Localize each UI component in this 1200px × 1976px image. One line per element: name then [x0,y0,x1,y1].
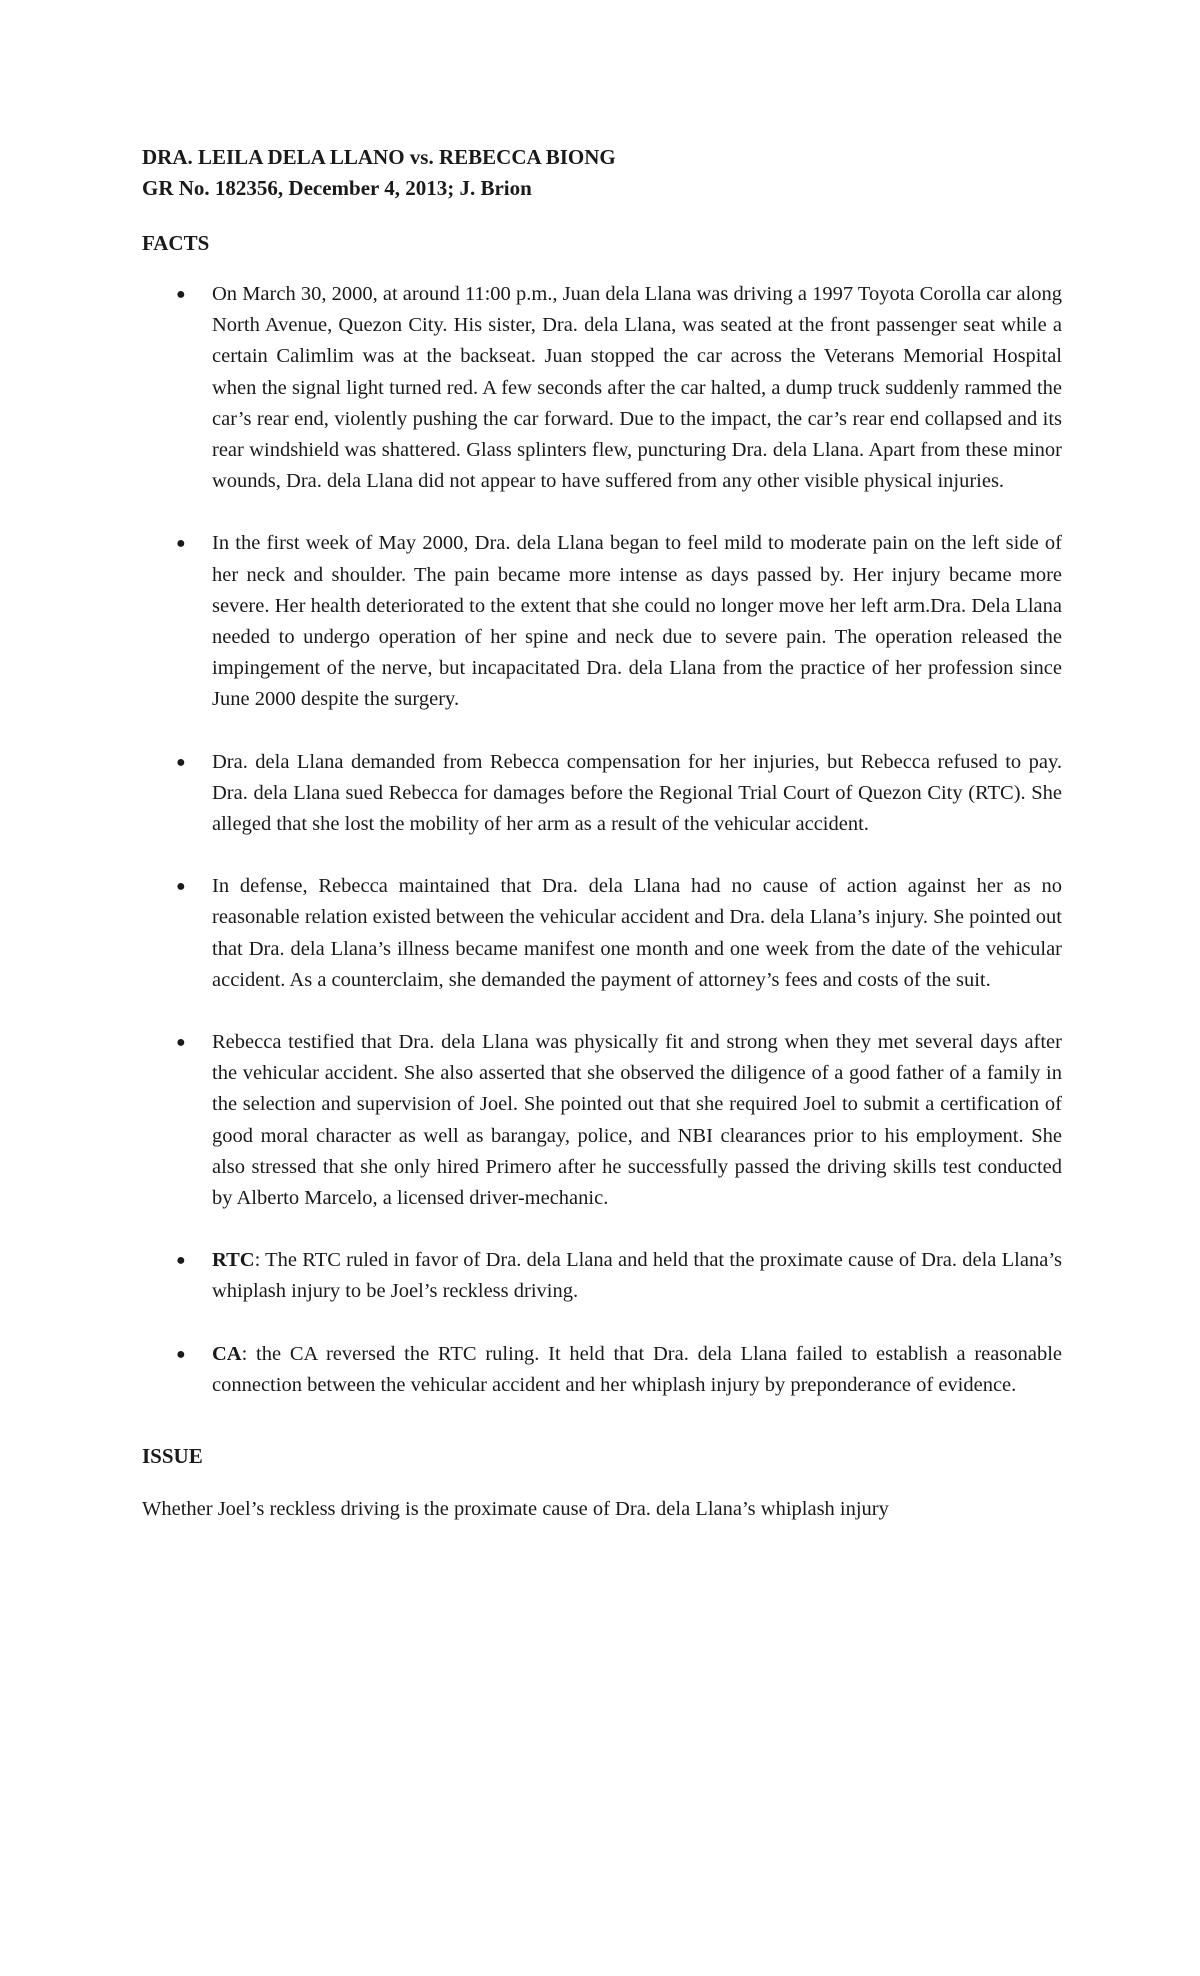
fact-item-4 [142,871,1062,996]
bullet-icon: ● [176,1034,186,1052]
fact-text: In defense, Rebecca maintained that Dra. dela Llana had no cause of action against her as no reasonable relation existed between the vehicular accident and Dra. dela Llana’s injury. She pointed out that Dra. dela Llana’s illness became manifest one month and one week from the date of the vehicular accident. As a counterclaim, she demanded the payment of attorney’s fees and costs of the suit. [212,875,1062,991]
bullet-icon: ● [176,878,186,896]
case-title: DRA. LEILA DELA LLANO vs. REBECCA BIONG [142,145,616,169]
bullet-icon: ● [176,286,186,303]
issue-text: Whether Joel’s reckless driving is the proximate cause of Dra. dela Llana’s whiplash injury [142,1498,889,1521]
fact-text: Rebecca testified that Dra. dela Llana was physically fit and strong when they met several days after the vehicular accident. She also asserted that she observed the diligence of a good father of a family in the selection and supervision of Joel. She pointed out that she required Joel to submit a certification of good moral character as well as barangay, police, and NBI clearances prior to his employment. She also stressed that she only hired Primero after he successfully passed the driving skills test conducted by Alberto Marcelo, a licensed driver-mechanic. [212,1031,1062,1210]
facts-list [142,279,1062,1401]
fact-text: On March 30, 2000, at around 11:00 p.m., Juan dela Llana was driving a 1997 Toyota Corolla car along North Avenue, Quezon City. His sister, Dra. dela Llana, was seated at the front passenger seat while a certain Calimlim was at the backseat. Juan stopped the car across the Veterans Memorial Hospital when the signal light turned red. A few seconds after the car halted, a dump truck suddenly rammed the car’s rear end, violently pushing the car forward. Due to the impact, the car’s rear end collapsed and its rear windshield was shattered. Glass splinters flew, puncturing Dra. dela Llana. Apart from these minor wounds, Dra. dela Llana did not appear to have suffered from any other visible physical injuries. [212,283,1062,493]
fact-item-3 [142,747,1062,841]
fact-item-ca [142,1339,1062,1401]
fact-text: In the first week of May 2000, Dra. dela Llana began to feel mild to moderate pain on the left side of her neck and shoulder. The pain became more intense as days passed by. Her injury became more severe. Her health deteriorated to the extent that she could no longer move her left arm.Dra. Dela Llana needed to undergo operation of her spine and neck due to severe pain. The operation released the impingement of the nerve, but incapacitated Dra. dela Llana from the practice of her profession since June 2000 despite the surgery. [212,532,1062,711]
fact-lead-rtc: RTC [212,1249,255,1272]
fact-text: : The RTC ruled in favor of Dra. dela Llana and held that the proximate cause of Dra. dela Llana’s whiplash injury to be Joel’s reckless driving. [212,1249,1062,1303]
issue-heading: ISSUE [142,1444,203,1469]
fact-item-5 [142,1027,1062,1214]
document-page [142,142,1062,1525]
bullet-icon: ● [176,535,186,553]
fact-lead-ca: CA [212,1342,242,1365]
bullet-icon: ● [176,1252,186,1270]
fact-item-1 [142,279,1062,497]
fact-item-2 [142,528,1062,715]
facts-heading: FACTS [142,231,210,255]
fact-text: : the CA reversed the RTC ruling. It held that Dra. dela Llana failed to establish a reasonable connection between the vehicular accident and her whiplash injury by preponderance of evidence. [212,1342,1062,1396]
bullet-icon: ● [176,753,186,771]
fact-text: Dra. dela Llana demanded from Rebecca compensation for her injuries, but Rebecca refused to pay. Dra. dela Llana sued Rebecca for damages before the Regional Trial Court of Quezon City (RTC). She alleged that she lost the mobility of her arm as a result of the vehicular accident. [212,750,1062,836]
fact-item-rtc [142,1245,1062,1307]
case-citation: GR No. 182356, December 4, 2013; J. Brion [142,176,532,200]
bullet-icon: ● [176,1345,186,1363]
